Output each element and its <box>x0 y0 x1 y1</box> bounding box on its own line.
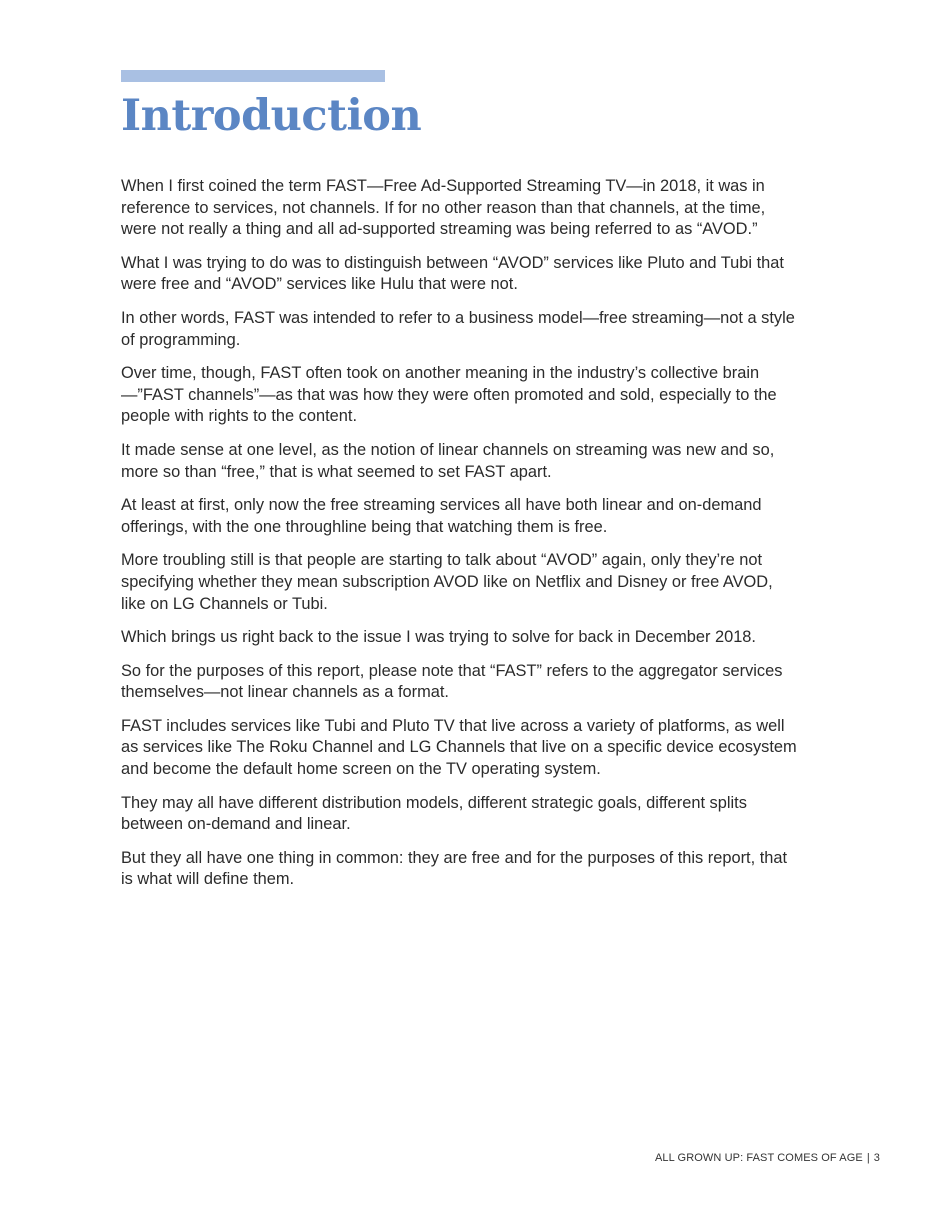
page-number: 3 <box>873 1152 880 1164</box>
paragraph: They may all have different distribution models, different strategic goals, different splits between on-demand and linear. <box>121 793 747 834</box>
paragraph: FAST includes services like Tubi and Pluto TV that live across a variety of platforms, as well as services like The Roku Channel and LG Channels that live on a specific device ecosystem and become the default home screen on the TV operating system. <box>121 716 797 779</box>
paragraph: What I was trying to do was to distinguish between “AVOD” services like Pluto and Tubi that were free and “AVOD” services like Hulu that were not. <box>121 253 784 294</box>
paragraph: At least at first, only now the free streaming services all have both linear and on-demand offerings, with the one throughline being that watching them is free. <box>121 496 762 536</box>
footer-separator: | <box>866 1152 870 1164</box>
paragraph: So for the purposes of this report, please note that “FAST” refers to the aggregator services themselves—not linear channels as a format. <box>121 661 783 702</box>
paragraph: But they all have one thing in common: they are free and for the purposes of this report, that is what will define them. <box>121 848 788 889</box>
paragraph: Which brings us right back to the issue I was trying to solve for back in December 2018. <box>121 628 756 647</box>
title-accent-bar <box>121 70 385 82</box>
page-footer <box>655 1152 880 1164</box>
paragraph: It made sense at one level, as the notion of linear channels on streaming was new and so, more so than “free,” that is what seemed to set FAST apart. <box>121 440 775 481</box>
body-text <box>121 176 801 903</box>
paragraph: When I first coined the term FAST—Free Ad-Supported Streaming TV—in 2018, it was in reference to services, not channels. If for no other reason than that channels, at the time, were not really a thing and all ad-supported streaming was being referred to as “AVOD.” <box>121 177 766 239</box>
footer-report-title: ALL GROWN UP: FAST COMES OF AGE <box>654 1152 863 1164</box>
paragraph: In other words, FAST was intended to refer to a business model—free streaming—not a style of programming. <box>121 308 795 349</box>
page-title: Introduction <box>121 91 422 141</box>
paragraph: More troubling still is that people are starting to talk about “AVOD” again, only they’re not specifying whether they mean subscription AVOD like on Netflix and Disney or free AVOD, like on LG Channels or Tubi. <box>121 551 773 613</box>
paragraph: Over time, though, FAST often took on another meaning in the industry’s collective brain—”FAST channels”—as that was how they were often promoted and sold, especially to the people with rights to the content. <box>121 364 777 426</box>
